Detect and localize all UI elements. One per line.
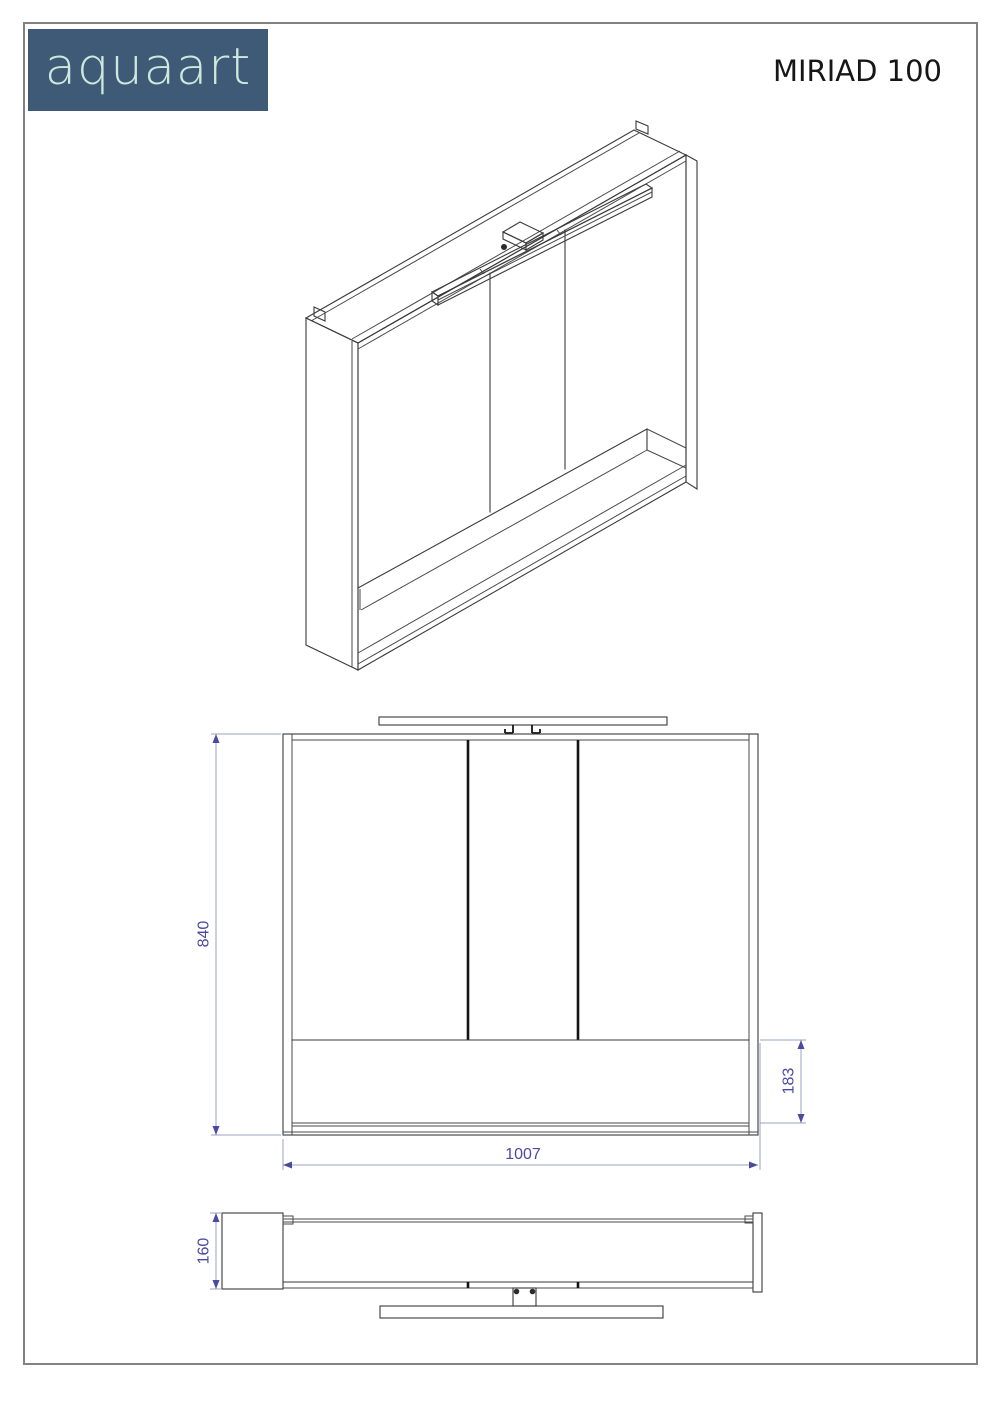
- width-dimension-label: 1007: [505, 1146, 541, 1163]
- light-bar-top: [380, 1288, 663, 1318]
- top-view: [222, 1213, 762, 1318]
- product-title: MIRIAD 100: [772, 54, 942, 88]
- depth-dimension-label: 160: [195, 1237, 213, 1265]
- screw-icon: [530, 1289, 536, 1295]
- height-dimension-label: 840: [195, 920, 213, 948]
- dimension-shelf-opening: [760, 1040, 806, 1123]
- front-view: [283, 717, 758, 1135]
- shelf-opening-dimension-label: 183: [780, 1067, 798, 1095]
- dimension-height: [196, 734, 282, 1135]
- screw-icon: [501, 244, 507, 250]
- light-bar-front: [379, 717, 667, 725]
- light-bar-isometric: [432, 184, 652, 305]
- dimension-width: [283, 1043, 760, 1170]
- dimension-depth: [196, 1213, 223, 1289]
- isometric-view: [306, 121, 697, 670]
- brand-logo-text: aquaart: [44, 37, 252, 97]
- screw-icon: [514, 1289, 520, 1295]
